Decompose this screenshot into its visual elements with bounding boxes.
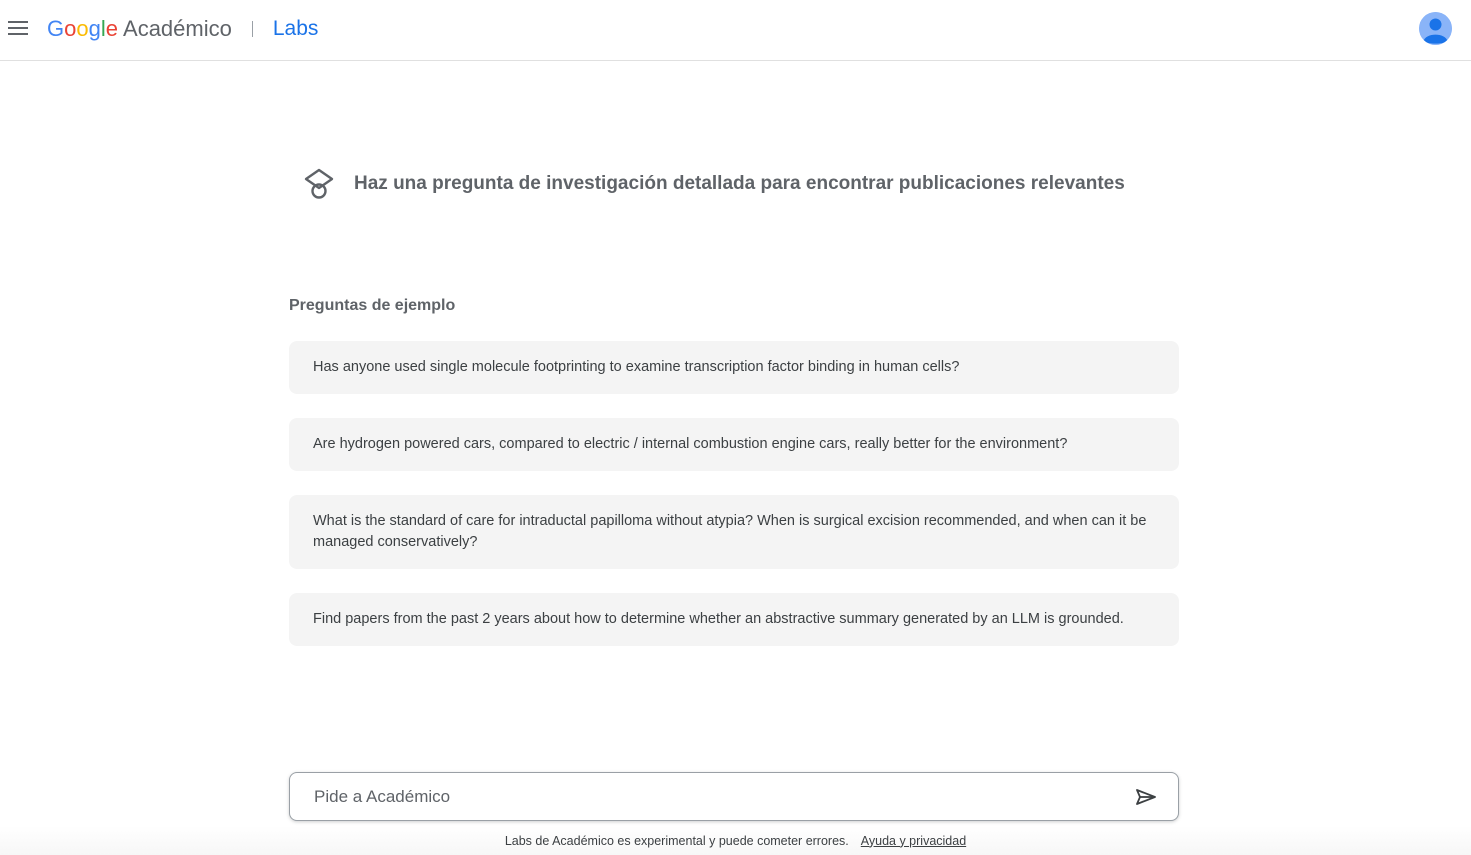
send-icon xyxy=(1135,788,1157,806)
experimental-disclaimer: Labs de Académico es experimental y puede cometer errores. xyxy=(504,833,849,848)
footer xyxy=(0,826,1471,855)
example-question-card[interactable] xyxy=(289,593,1179,646)
page-title: Haz una pregunta de investigación detallada para encontrar publicaciones relevantes xyxy=(354,173,1125,194)
brand-product-name: Académico xyxy=(123,16,232,41)
question-input[interactable] xyxy=(291,774,1111,819)
brand-labs-label: Labs xyxy=(272,17,319,40)
example-question-card[interactable] xyxy=(289,495,1179,569)
top-app-bar xyxy=(0,0,1471,61)
send-button[interactable] xyxy=(1133,784,1159,810)
example-question-text: What is the standard of care for intraductal papilloma without atypia? When is surgical excision recommended, and when can it be managed conservatively? xyxy=(313,513,1147,550)
example-question-text: Has anyone used single molecule footprinting to examine transcription factor binding in human cells? xyxy=(313,359,960,375)
example-question-card[interactable] xyxy=(289,341,1179,394)
help-privacy-link[interactable]: Ayuda y privacidad xyxy=(860,833,967,848)
example-question-card[interactable] xyxy=(289,418,1179,471)
hamburger-menu-icon xyxy=(8,21,28,35)
logo-divider xyxy=(252,21,253,37)
google-wordmark: Google xyxy=(47,16,119,41)
examples-section-label: Preguntas de ejemplo xyxy=(289,297,456,314)
example-question-text: Are hydrogen powered cars, compared to electric / internal combustion engine cars, really better for the environment? xyxy=(313,436,1068,452)
main-menu-button[interactable] xyxy=(5,15,31,41)
page-heading xyxy=(303,166,1125,202)
google-scholar-labs-logo[interactable] xyxy=(47,14,318,44)
account-avatar-icon xyxy=(1419,12,1452,45)
question-composer xyxy=(289,772,1179,821)
scholar-cap-icon xyxy=(303,167,335,201)
account-avatar-button[interactable] xyxy=(1419,12,1452,45)
example-question-text: Find papers from the past 2 years about how to determine whether an abstractive summary generated by an LLM is grounded. xyxy=(313,611,1124,627)
